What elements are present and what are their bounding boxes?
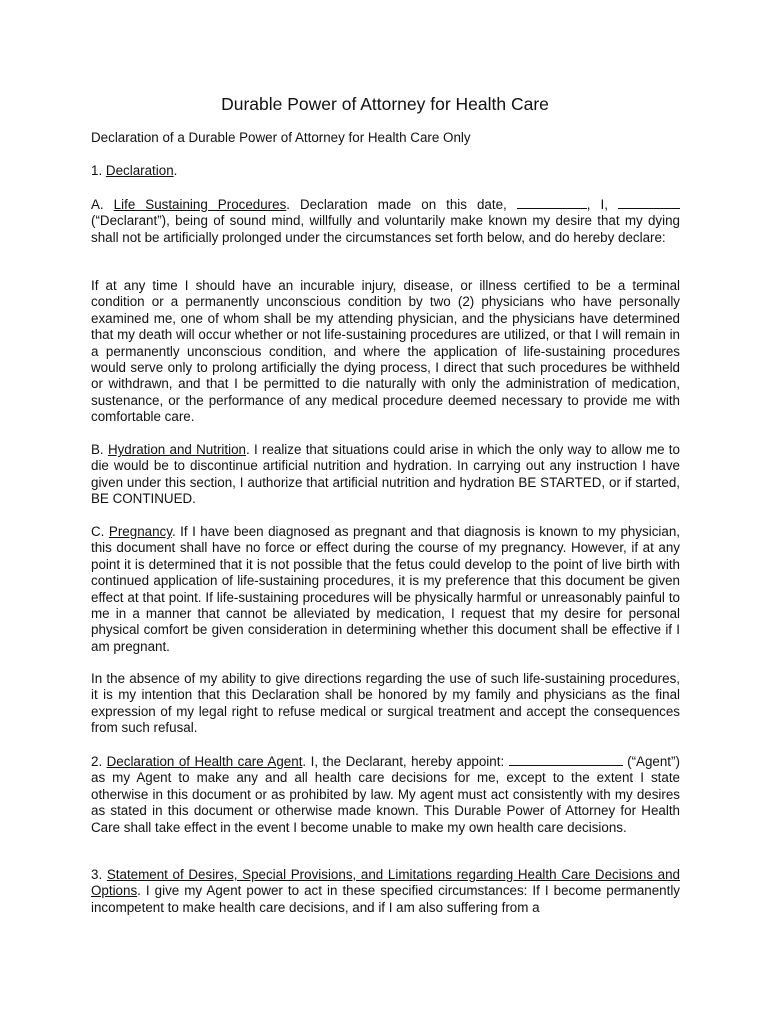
paragraph-c: [91, 524, 680, 655]
paragraph-2-text-2: (“Agent”) as my Agent to make any and all health care decisions for me, except to the extent I state otherwise in this document or as prohibited by law. My agent must act consistently with my desires as stated in this document or otherwise made known. This Durable Power of Attorney for Health Care shall take effect in the event I become unable to make my own health care decisions.: [91, 754, 680, 835]
paragraph-a-heading: Life Sustaining Procedures: [113, 197, 287, 212]
paragraph-3-text: . I give my Agent power to act in these specified circumstances: If I become permanently incompetent to make health care decisions, and if I am also suffering from a: [91, 883, 680, 915]
document-title: Durable Power of Attorney for Health Care: [221, 94, 549, 114]
paragraph-b-letter: B.: [91, 442, 104, 457]
paragraph-terminal-condition: If at any time I should have an incurable injury, disease, or illness certified to be a terminal condition or a permanently unconscious condition by two (2) physicians who have personally examined me, one of whom shall be my attending physician, and the physicians have determined that my death will occur whether or not life-sustaining procedures are utilized, or that I will remain in a permanently unconscious condition, and where the application of life-sustaining procedures would serve only to prolong artificially the dying process, I direct that such procedures be withheld or withdrawn, and that I be permitted to die naturally with only the administration of medication, sustenance, or the performance of any medical procedure deemed necessary to provide me with comfortable care.: [91, 278, 680, 425]
paragraph-2-text-1: . I, the Declarant, hereby appoint:: [302, 754, 505, 769]
paragraph-a-letter: A.: [91, 197, 104, 212]
paragraph-c-heading: Pregnancy: [108, 524, 172, 539]
paragraph-2: [91, 753, 680, 836]
paragraph-c-text: . If I have been diagnosed as pregnant and that diagnosis is known to my physician, this document shall have no force or effect during the course of my pregnancy. However, if at any point it is determined that it is not possible that the fetus could develop to the point of live birth with continued application of life-sustaining procedures, it is my preference that this document be given effect at that point. If life-sustaining procedures will be physically harmful or unreasonably painful to me in a manner that cannot be alleviated by medication, I request that my desire for personal physical comfort be given consideration in determining whether this document shall be effective if I am pregnant.: [91, 524, 680, 654]
document-subtitle: Declaration of a Durable Power of Attorney for Health Care Only: [91, 130, 471, 145]
paragraph-c-letter: C.: [91, 524, 105, 539]
paragraph-3-number: 3.: [91, 867, 103, 882]
date-blank[interactable]: [517, 196, 587, 209]
paragraph-a-text-1: . Declaration made on this date,: [286, 197, 507, 212]
section-1-title: Declaration: [105, 163, 174, 178]
declarant-name-blank[interactable]: [618, 196, 680, 209]
paragraph-b-heading: Hydration and Nutrition: [107, 442, 246, 457]
paragraph-2-number: 2.: [91, 754, 103, 769]
paragraph-a-text-2: , I,: [586, 197, 608, 212]
section-1-number: 1.: [91, 163, 103, 178]
paragraph-a: [91, 196, 680, 246]
paragraph-b: [91, 442, 680, 508]
paragraph-a-text-3: (“Declarant”), being of sound mind, willfully and voluntarily make known my desire that my dying shall not be artificially prolonged under the circumstances set forth below, and do hereby declare:: [91, 213, 680, 245]
agent-name-blank[interactable]: [509, 753, 623, 766]
paragraph-3: [91, 867, 680, 916]
paragraph-2-heading: Declaration of Health care Agent: [106, 754, 303, 769]
section-1-heading: [91, 163, 680, 179]
paragraph-b-text: . I realize that situations could arise in which the only way to allow me to die would be to discontinue artificial nutrition and hydration. In carrying out any instruction I have given under this section, I authorize that artificial nutrition and hydration BE STARTED, or if started, BE CONTINUED.: [91, 442, 680, 507]
paragraph-3-heading: Statement of Desires, Special Provisions, and Limitations regarding Health Care Decisions and Options: [91, 867, 680, 899]
paragraph-absence: In the absence of my ability to give directions regarding the use of such life-sustaining procedures, it is my intention that this Declaration shall be honored by my family and physicians as the final expression of my legal right to refuse medical or surgical treatment and accept the consequences from such refusal.: [91, 671, 680, 736]
section-1-title-end: .: [173, 163, 178, 178]
